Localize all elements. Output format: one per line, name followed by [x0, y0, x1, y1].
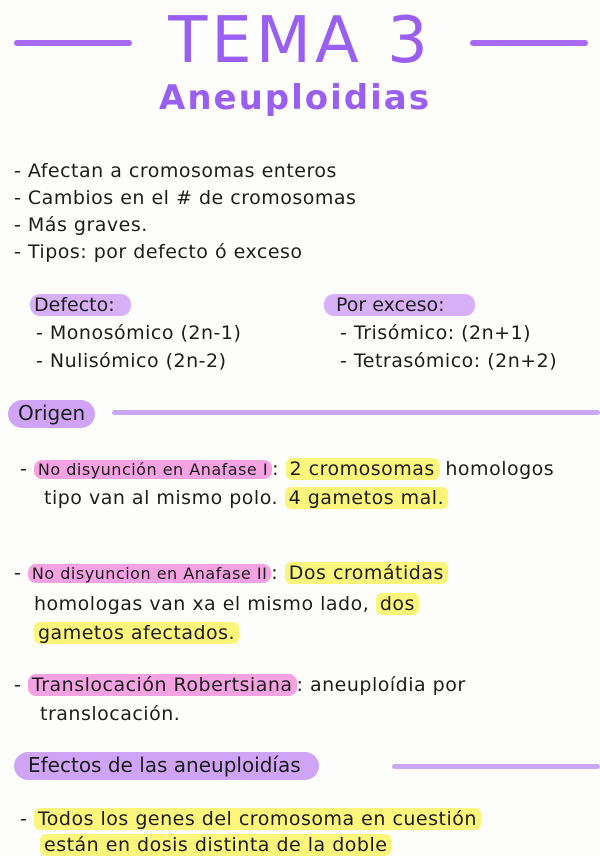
intro-bullet-3: - Más graves. — [14, 214, 148, 236]
defecto-item-1: - Monosómico (2n-1) — [36, 322, 242, 344]
intro-bullet-2: - Cambios en el # de cromosomas — [14, 187, 357, 209]
efectos-divider — [392, 764, 600, 769]
origen-item-1-line-2: tipo van al mismo polo. 4 gametos mal. — [44, 487, 448, 509]
intro-bullet-4: - Tipos: por defecto ó exceso — [14, 241, 303, 263]
origen-heading: Origen — [8, 400, 95, 428]
origen-divider — [112, 410, 600, 415]
efectos-line-2: están en dosis distinta de la doble — [40, 834, 391, 856]
exceso-item-1: - Trisómico: (2n+1) — [340, 322, 532, 344]
defecto-item-2: - Nulisómico (2n-2) — [36, 350, 227, 372]
origen-item-2-line-1: - No disyuncion en Anafase II : Dos cromátidas — [14, 562, 448, 584]
origen-item-2-line-3: gametos afectados. — [34, 622, 239, 644]
origen-item-3-line-2: translocación. — [40, 703, 181, 725]
origen-item-1-line-1: - No disyunción en Anafase I : 2 cromosomas homologos — [20, 458, 555, 480]
exceso-heading: Por exceso: — [324, 294, 475, 316]
origen-item-2-line-2: homologas van xa el mismo lado, dos — [34, 593, 419, 615]
efectos-heading: Efectos de las aneuploidías — [14, 752, 319, 780]
efectos-line-1: - Todos los genes del cromosoma en cuestión — [20, 808, 481, 830]
page-title: TEMA 3 — [168, 4, 432, 78]
defecto-heading: Defecto: — [30, 294, 131, 316]
origen-item-3-line-1: - Translocación Robertsiana : aneuploídia por — [14, 674, 466, 696]
page-subtitle: Aneuploidias — [159, 78, 431, 118]
intro-bullet-1: - Afectan a cromosomas enteros — [14, 160, 337, 182]
exceso-item-2: - Tetrasómico: (2n+2) — [340, 350, 558, 372]
